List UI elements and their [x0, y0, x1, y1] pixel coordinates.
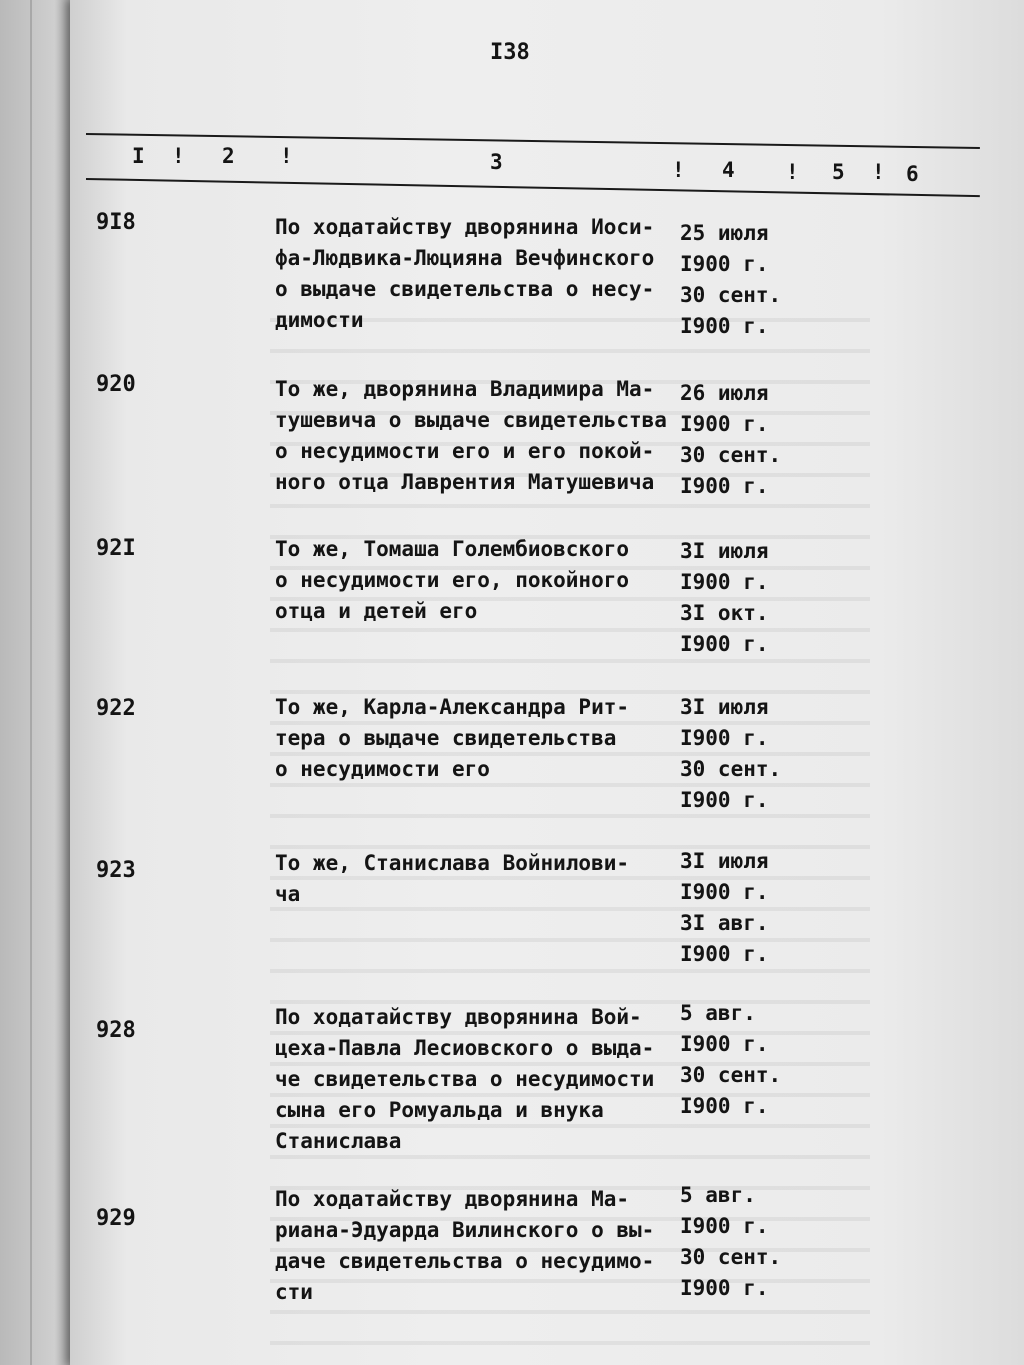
column-header-3: 3: [490, 150, 503, 174]
column-header-6: 6: [906, 162, 919, 186]
column-separator: !: [872, 160, 885, 184]
entry-number: 9I8: [96, 210, 136, 235]
column-header-5: 5: [832, 160, 845, 184]
entry-dates: 5 авг. I900 г. 30 сент. I900 г.: [680, 1001, 782, 1118]
column-separator: !: [672, 158, 685, 182]
entry-number: 922: [96, 696, 136, 721]
column-separator: !: [280, 144, 293, 168]
entry-number: 920: [96, 372, 136, 397]
entry-number: 92I: [96, 536, 136, 561]
entry-description: То же, Карла-Александра Рит- тера о выдаче свидетельства о несудимости его: [275, 695, 630, 781]
entry-dates: 26 июля I900 г. 30 сент. I900 г.: [680, 381, 782, 498]
column-separator: !: [786, 160, 799, 184]
entry-number: 928: [96, 1018, 136, 1043]
page-number: I38: [490, 40, 530, 65]
entry-description: То же, дворянина Владимира Ма- тушевича о выдаче свидетельства о несудимости его и его покой- ного отца Лаврентия Матушевича: [275, 377, 667, 494]
column-header-4: 4: [722, 158, 735, 182]
entry-description: По ходатайству дворянина Иоси- фа-Людвика-Люцияна Вечфинского о выдаче свидетельства о несу- димости: [275, 215, 655, 332]
entry-number: 929: [96, 1206, 136, 1231]
column-separator: !: [172, 144, 185, 168]
column-header-2: 2: [222, 144, 235, 168]
document-page: [70, 0, 1024, 1365]
entry-description: То же, Томаша Голембиовского о несудимости его, покойного отца и детей его: [275, 537, 630, 623]
page-fold-line: [30, 0, 32, 1365]
entry-dates: 5 авг. I900 г. 30 сент. I900 г.: [680, 1183, 782, 1300]
entry-description: По ходатайству дворянина Ма- риана-Эдуарда Вилинского о вы- даче свидетельства о несудимо- сти: [275, 1187, 655, 1304]
entry-description: То же, Станислава Войнилови- ча: [275, 851, 630, 906]
column-header-1: I: [132, 144, 145, 168]
entry-dates: 25 июля I900 г. 30 сент. I900 г.: [680, 221, 782, 338]
entry-dates: 3I июля I900 г. 3I окт. I900 г.: [680, 539, 769, 656]
entry-dates: 3I июля I900 г. 3I авг. I900 г.: [680, 849, 769, 966]
previous-page-edge: [0, 0, 78, 1365]
entry-number: 923: [96, 858, 136, 883]
entry-dates: 3I июля I900 г. 30 сент. I900 г.: [680, 695, 782, 812]
entry-description: По ходатайству дворянина Вой- цеха-Павла Лесиовского о выда- че свидетельства о несудимости сына его Ромуальда и внука Станислава: [275, 1005, 655, 1153]
